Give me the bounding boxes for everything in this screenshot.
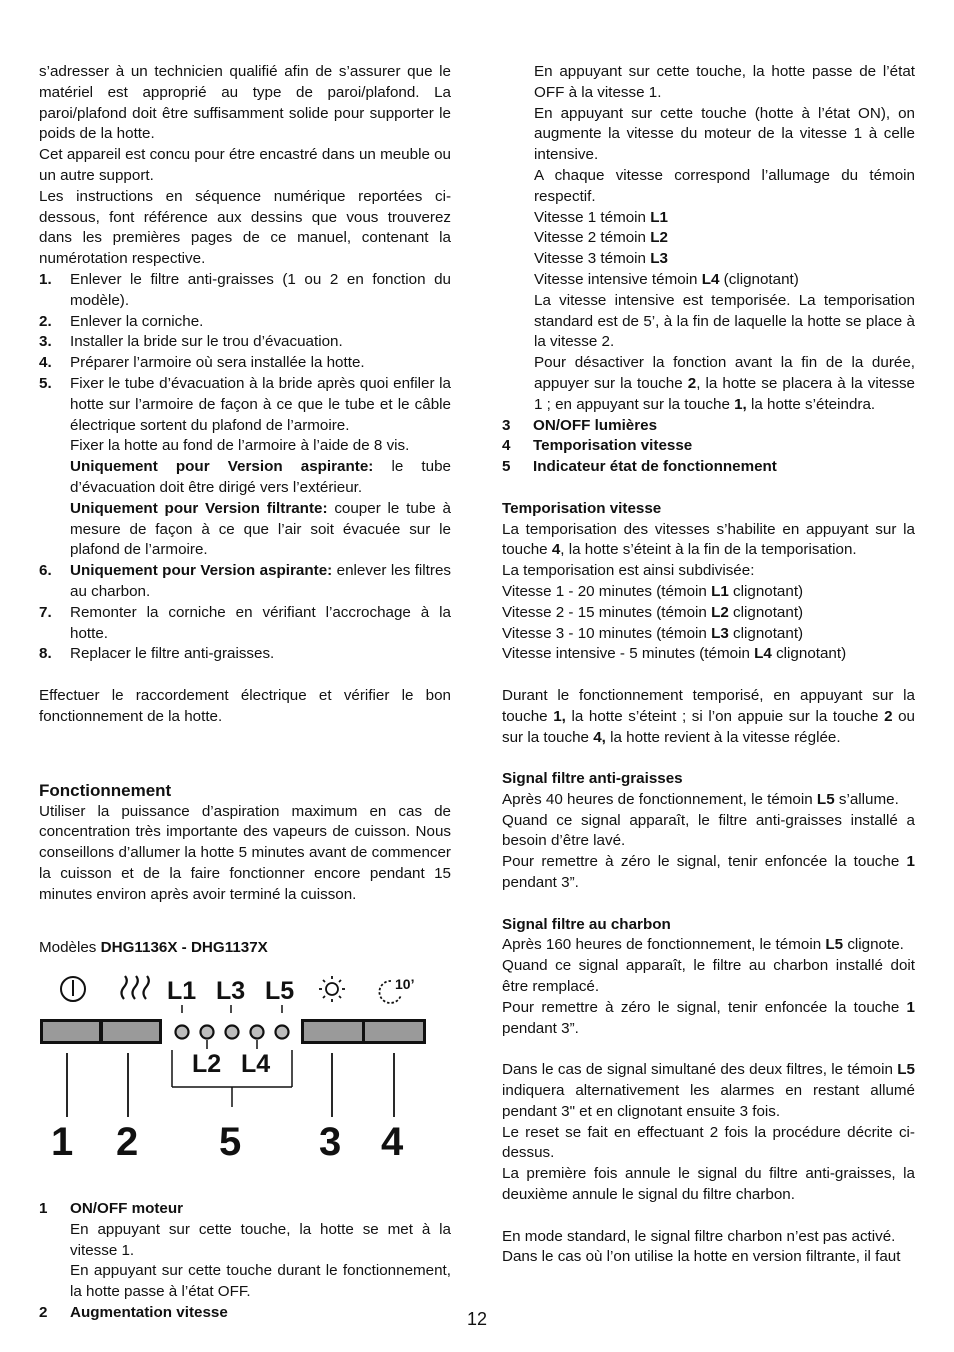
diagram-number-5: 5	[219, 1120, 242, 1165]
led-label-l1: L1	[167, 977, 197, 1006]
key-5: 5 Indicateur état de fonctionnement	[502, 458, 777, 476]
step-3: 3. Installer la bride sur le trou d’évacuation.	[39, 333, 343, 351]
right-column	[502, 62, 915, 1268]
tempo-text-1: La temporisation des vitesses s’habilite en appuyant sur la touche 4, la hotte s’éteint à la fin de la temporisation.	[502, 520, 915, 559]
charcoal-filter-text-2: Quand ce signal apparaît, le filtre au charbon installé doit être remplacé.	[502, 957, 915, 996]
intro-paragraph-1: s’adresser à un technicien qualifié afin de s’assurer que le matériel est approprié au type de paroi/plafond. La paroi/plafond doit être suffisamment solide pour supporter le poids de la hotte.	[39, 63, 451, 143]
grease-filter-heading: Signal filtre anti-graisses	[502, 770, 683, 788]
simultaneous-text-1: Dans le cas de signal simultané des deux filtres, le témoin L5 indiquera alternativement les alarmes en restant allumé pendant 3" et en clignotant ensuite 3 fois.	[502, 1061, 915, 1120]
speed-line-3: Vitesse 3 témoin L3	[534, 250, 668, 268]
step-2: 2. Enlever la corniche.	[39, 312, 204, 330]
step-1: 1. Enlever le filtre anti-graisses (1 ou 2 en fonction du modèle).	[39, 270, 451, 309]
led-label-l3: L3	[216, 977, 246, 1006]
fan-speed-icon	[122, 976, 149, 999]
intro-paragraph-3: Les instructions en séquence numérique reportées ci-dessous, font référence aux dessins que vous trouverez dans les premières pages de ce manuel, contenant la numérotation respective.	[39, 187, 451, 268]
step-7: 7. Remonter la corniche en vérifiant l’accrochage à la hotte.	[39, 603, 451, 642]
tempo-heading: Temporisation vitesse	[502, 499, 662, 517]
step-5: 5. Fixer le tube d’évacuation à la bride après quoi enfiler la hotte sur l’armoire de façon à ce que le tube et le câble électrique sortent du plafond de l’armoire. Fixer la hotte au fond de l’armoire à l’aide de 8 vis. Uniquement pour Version aspirante: le tube d’évacuation doit être dirigé vers l’extérieur. Uniquement pour Version filtrante: couper le tube à mesure de façon à ce que l’air soit évacuée sur le plafond de l’armoire.	[39, 374, 451, 561]
diagram-number-1: 1	[51, 1120, 74, 1165]
key-2: 2 Augmentation vitesse	[39, 1304, 228, 1322]
standard-mode-text-1: En mode standard, le signal filtre charbon n’est pas activé.	[502, 1227, 896, 1245]
grease-filter-text-3: Pour remettre à zéro le signal, tenir enfoncée la touche 1 pendant 3”.	[502, 853, 915, 892]
charcoal-filter-text-3: Pour remettre à zéro le signal, tenir enfoncée la touche 1 pendant 3”.	[502, 998, 915, 1037]
fonctionnement-text: Utiliser la puissance d’aspiration maximum en cas de concentration très importante des vapeurs de cuisson. Nous conseillons d’allumer la hotte 5 minutes avant de commencer la cuisson et de la faire fonctionner encore pendant 15 minutes environ après avoir terminé la cuisson.	[39, 802, 451, 903]
grease-filter-text-2: Quand ce signal apparaît, le filtre anti-graisses installé a besoin d’être lavé.	[502, 811, 915, 850]
step-5-filtrante: Uniquement pour Version filtrante: couper le tube à mesure de façon à ce que l’air soit évacuée sur le plafond de l’armoire.	[70, 499, 451, 559]
charcoal-filter-text-1: Après 160 heures de fonctionnement, le témoin L5 clignote.	[502, 936, 904, 954]
models-line: Modèles DHG1136X - DHG1137X	[39, 939, 268, 957]
power-icon	[61, 977, 85, 1001]
step-4: 4. Préparer l’armoire où sera installée la hotte.	[39, 354, 365, 372]
control-panel-diagram	[39, 967, 451, 1199]
control-panel-svg	[39, 967, 451, 1199]
led-label-l5: L5	[265, 977, 295, 1006]
speed-line-1: Vitesse 1 témoin L1	[534, 208, 668, 226]
svg-text:10’: 10’	[395, 976, 415, 993]
step-8: 8. Replacer le filtre anti-graisses.	[39, 645, 275, 663]
left-column	[39, 62, 451, 1324]
diagram-number-4: 4	[381, 1120, 404, 1165]
tempo-text-3: Durant le fonctionnement temporisé, en appuyant sur la touche 1, la hotte s’éteint ; si l’on appuie sur la touche 2 ou sur la touche 4, la hotte revient à la vitesse réglée.	[502, 686, 915, 746]
diagram-number-2: 2	[116, 1120, 139, 1165]
key-4: 4 Temporisation vitesse	[502, 437, 693, 455]
electric-connection: Effectuer le raccordement électrique et vérifier le bon fonctionnement de la hotte.	[39, 686, 451, 725]
simultaneous-text-2: Le reset se fait en effectuant 2 fois la procédure décrite ci-dessus.	[502, 1123, 915, 1162]
step-5-fixing: Fixer la hotte au fond de l’armoire à l’aide de 8 vis.	[70, 437, 410, 455]
speed-line-2: Vitesse 2 témoin L2	[534, 229, 668, 247]
tempo-list-2: Vitesse 2 - 15 minutes (témoin L2 clignotant)	[502, 603, 804, 621]
simultaneous-text-3: La première fois annule le signal du filtre anti-graisses, la deuxième annule le signal du filtre charbon.	[502, 1165, 915, 1204]
tempo-text-2: La temporisation est ainsi subdivisée:	[502, 562, 755, 580]
light-icon	[319, 976, 345, 1002]
standard-mode-text-2: Dans le cas où l’on utilise la hotte en version filtrante, il faut	[502, 1248, 901, 1266]
tempo-list-4: Vitesse intensive - 5 minutes (témoin L4 clignotant)	[502, 645, 847, 663]
tempo-list-1: Vitesse 1 - 20 minutes (témoin L1 clignotant)	[502, 582, 804, 600]
button-bar-right	[301, 1019, 426, 1044]
led-label-l2: L2	[192, 1050, 222, 1079]
charcoal-filter-heading: Signal filtre au charbon	[502, 915, 671, 933]
speed-line-4: Vitesse intensive témoin L4 (clignotant)	[534, 270, 799, 288]
timer-icon	[379, 976, 414, 1003]
button-bar-left	[40, 1019, 162, 1044]
step-5-aspirante: Uniquement pour Version aspirante: le tube d’évacuation doit être dirigé vers l’extérieur.	[70, 458, 451, 496]
page-number: 12	[466, 1309, 488, 1329]
key-2-deactivate: Pour désactiver la fonction avant la fin de la durée, appuyer sur la touche 2, la hotte se placera à la vitesse 1 ; en appuyant sur la touche 1, la hotte s’éteindra.	[534, 354, 916, 413]
diagram-number-3: 3	[319, 1120, 342, 1165]
led-indicators	[176, 1026, 289, 1039]
intro-paragraph-2: Cet appareil est concu pour étre encastré dans un meuble ou un autre support.	[39, 146, 452, 184]
key-2-details: En appuyant sur cette touche, la hotte passe de l’état OFF à la vitesse 1. En appuyant sur cette touche (hotte à l’état ON), on augmente la vitesse du moteur de la vitesse 1 à celle intensive. A chaque vitesse correspond l’allumage du témoin respectif. Vitesse 1 témoin L1 Vitesse 2 témoin L2 Vitesse 3 témoin L3 Vitesse intensive témoin L4 (clignotant) La vitesse intensive est temporisée. La temporisation standard est de 5’, à la fin de laquelle la hotte se place à la vitesse 2. Pour désactiver la fonction avant la fin de la durée, appuyer sur la touche 2, la hotte se placera à la vitesse 1 ; en appuyant sur la touche 1, la hotte s’éteindra.	[502, 62, 915, 416]
grease-filter-text-1: Après 40 heures de fonctionnement, le témoin L5 s’allume.	[502, 790, 899, 808]
fonctionnement-heading: Fonctionnement	[39, 780, 172, 800]
tempo-list-3: Vitesse 3 - 10 minutes (témoin L3 clignotant)	[502, 624, 804, 642]
key-1: 1 ON/OFF moteur En appuyant sur cette touche, la hotte se met à la vitesse 1. En appuyant sur cette touche durant le fonctionnement, la hotte passe à l’état OFF.	[39, 1200, 451, 1301]
step-6: 6. Uniquement pour Version aspirante: enlever les filtres au charbon.	[39, 562, 451, 600]
key-3: 3 ON/OFF lumières	[502, 416, 658, 434]
led-label-l4: L4	[241, 1050, 271, 1079]
